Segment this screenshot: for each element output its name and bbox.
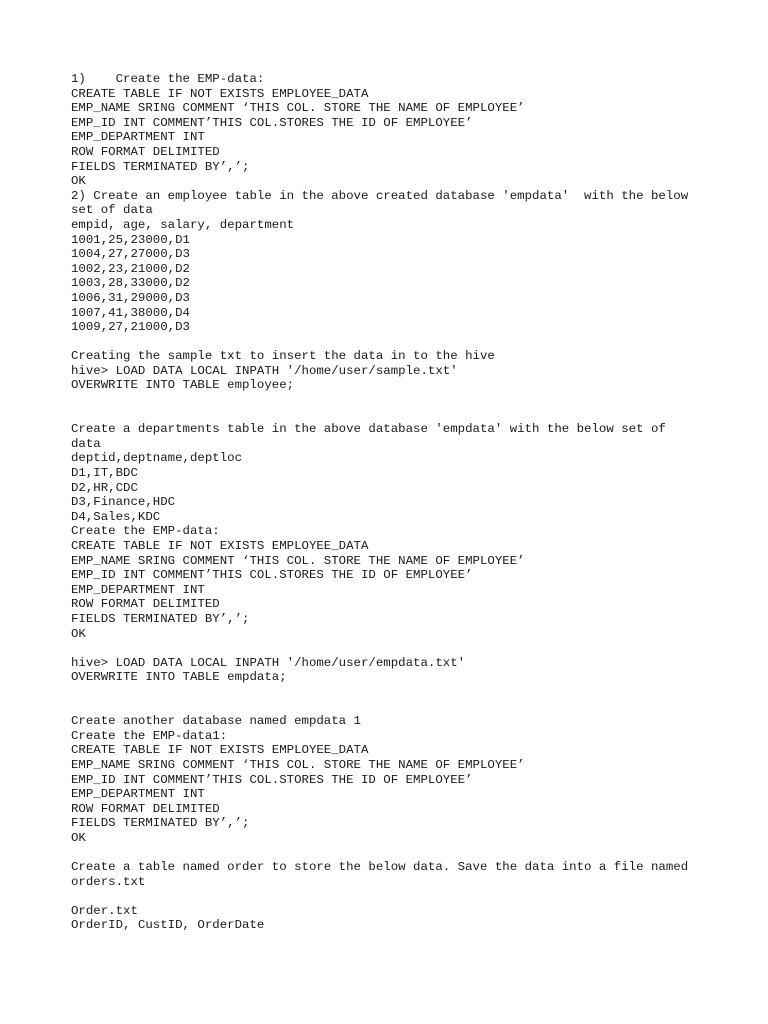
- document-line: CREATE TABLE IF NOT EXISTS EMPLOYEE_DATA: [71, 743, 369, 758]
- document-line: orders.txt: [71, 874, 146, 889]
- document-line: CREATE TABLE IF NOT EXISTS EMPLOYEE_DATA: [71, 539, 369, 553]
- document-line: deptid,deptname,deptloc: [71, 451, 243, 466]
- document-line: D3,Finance,HDC: [71, 495, 176, 510]
- document-line: D1,IT,BDC: [71, 466, 138, 481]
- document-line: hive> LOAD DATA LOCAL INPATH '/home/user/sample.txt': [71, 363, 458, 378]
- document-line: Create a table named order to store the below data. Save the data into a file named: [71, 860, 689, 875]
- document-line: OK: [71, 626, 86, 641]
- document-line: EMP_NAME SRING COMMENT ‘THIS COL. STORE THE NAME OF EMPLOYEE’: [71, 757, 525, 772]
- document-line: EMP_DEPARTMENT INT: [71, 787, 205, 802]
- document-line: [71, 889, 721, 904]
- document-line: empid, age, salary, department: [71, 217, 295, 232]
- document-line: 1) Create the EMP-data:: [71, 72, 265, 86]
- document-line: ROW FORMAT DELIMITED: [71, 144, 220, 159]
- document-line: [71, 408, 721, 423]
- document-line: set of data: [71, 203, 153, 218]
- document-line: EMP_NAME SRING COMMENT ‘THIS COL. STORE THE NAME OF EMPLOYEE’: [71, 553, 525, 568]
- document-line: EMP_ID INT COMMENT’THIS COL.STORES THE ID OF EMPLOYEE’: [71, 772, 473, 787]
- document-line: Creating the sample txt to insert the data in to the hive: [71, 349, 495, 364]
- document-line: 1006,31,29000,D3: [71, 290, 190, 305]
- document-line: [71, 700, 721, 715]
- document-line: Create the EMP-data:: [71, 524, 220, 539]
- document-line: D2,HR,CDC: [71, 480, 138, 495]
- document-line: EMP_DEPARTMENT INT: [71, 130, 205, 145]
- document-line: [71, 685, 721, 700]
- document-line: hive> LOAD DATA LOCAL INPATH '/home/user/empdata.txt': [71, 655, 466, 670]
- document-line: EMP_DEPARTMENT INT: [71, 582, 205, 597]
- document-line: OVERWRITE INTO TABLE employee;: [71, 378, 295, 393]
- document-line: 1001,25,23000,D1: [71, 232, 190, 247]
- document-line: 1002,23,21000,D2: [71, 261, 190, 276]
- document-line: data: [71, 436, 101, 451]
- document-line: [71, 393, 721, 408]
- document-line: Create another database named empdata 1: [71, 714, 361, 729]
- document-body: [71, 72, 721, 933]
- document-line: EMP_NAME SRING COMMENT ‘THIS COL. STORE THE NAME OF EMPLOYEE’: [71, 101, 525, 116]
- document-line: D4,Sales,KDC: [71, 509, 161, 524]
- document-line: Create a departments table in the above database 'empdata' with the below set of: [71, 422, 666, 437]
- document-line: 1009,27,21000,D3: [71, 320, 190, 335]
- document-line: CREATE TABLE IF NOT EXISTS EMPLOYEE_DATA: [71, 86, 369, 101]
- document-line: [71, 641, 721, 656]
- document-line: OrderID, CustID, OrderDate: [71, 918, 265, 933]
- document-line: FIELDS TERMINATED BY’,’;: [71, 159, 250, 174]
- document-line: FIELDS TERMINATED BY’,’;: [71, 816, 250, 831]
- document-line: 2) Create an employee table in the above created database 'empdata' with the below: [71, 188, 689, 203]
- document-line: ROW FORMAT DELIMITED: [71, 597, 220, 612]
- document-line: [71, 335, 721, 350]
- document-line: [71, 845, 721, 860]
- document-line: Order.txt: [71, 903, 138, 918]
- document-line: ROW FORMAT DELIMITED: [71, 801, 220, 816]
- document-line: Create the EMP-data1:: [71, 728, 228, 743]
- document-line: FIELDS TERMINATED BY’,’;: [71, 611, 250, 626]
- document-line: OK: [71, 830, 86, 845]
- document-line: EMP_ID INT COMMENT’THIS COL.STORES THE ID OF EMPLOYEE’: [71, 568, 473, 583]
- document-line: OVERWRITE INTO TABLE empdata;: [71, 670, 287, 685]
- document-line: 1004,27,27000,D3: [71, 247, 190, 262]
- document-line: 1007,41,38000,D4: [71, 305, 190, 320]
- document-line: 1003,28,33000,D2: [71, 276, 190, 291]
- document-line: OK: [71, 174, 86, 189]
- document-line: EMP_ID INT COMMENT’THIS COL.STORES THE ID OF EMPLOYEE’: [71, 115, 473, 130]
